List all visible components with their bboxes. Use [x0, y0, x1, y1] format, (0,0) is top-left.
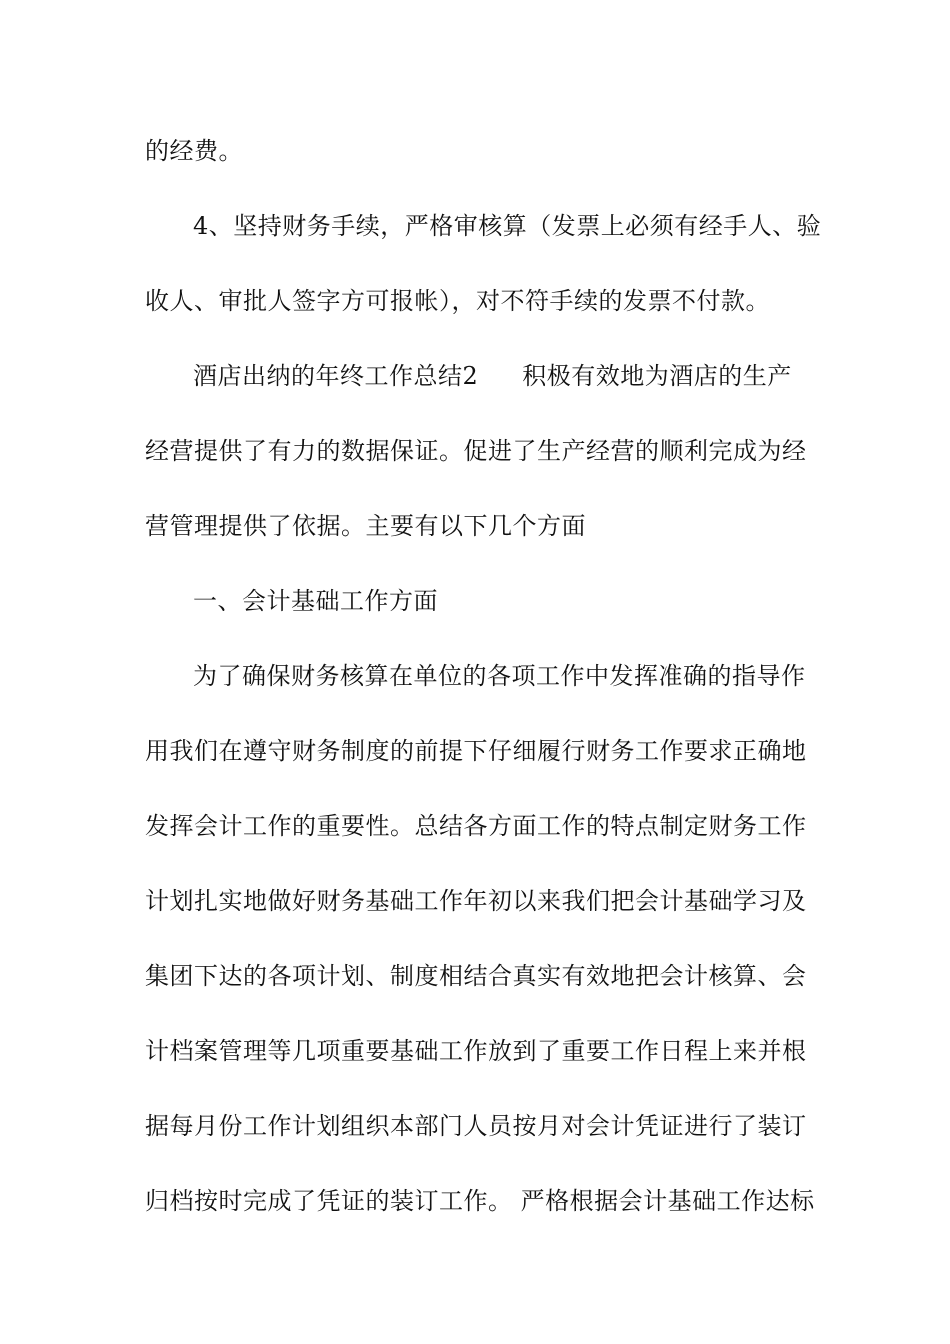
text-line: 计划扎实地做好财务基础工作年初以来我们把会计基础学习及	[145, 887, 807, 915]
section-subheading: 一、会计基础工作方面	[193, 587, 438, 615]
text-line: 的经费。	[145, 137, 243, 165]
text-line: 计档案管理等几项重要基础工作放到了重要工作日程上来并根	[145, 1037, 807, 1065]
heading-line	[193, 361, 873, 391]
text-line: 据每月份工作计划组织本部门人员按月对会计凭证进行了装订	[145, 1112, 807, 1140]
section-heading: 酒店出纳的年终工作总结2	[193, 362, 479, 390]
text-line: 归档按时完成了凭证的装订工作。 严格根据会计基础工作达标	[145, 1187, 815, 1215]
text-line: 收人、审批人签字方可报帐），对不符手续的发票不付款。	[145, 287, 770, 315]
text-line: 为了确保财务核算在单位的各项工作中发挥准确的指导作	[193, 662, 806, 690]
text-line: 用我们在遵守财务制度的前提下仔细履行财务工作要求正确地	[145, 737, 807, 765]
text-line: 营管理提供了依据。主要有以下几个方面	[145, 512, 586, 540]
text-line: 4、坚持财务手续，严格审核算（发票上必须有经手人、验	[193, 212, 822, 240]
text-line: 经营提供了有力的数据保证。促进了生产经营的顺利完成为经	[145, 437, 807, 465]
text-line: 发挥会计工作的重要性。总结各方面工作的特点制定财务工作	[145, 812, 807, 840]
text-line: 集团下达的各项计划、制度相结合真实有效地把会计核算、会	[145, 962, 807, 990]
text-fragment: 积极有效地为酒店的生产	[522, 362, 792, 390]
